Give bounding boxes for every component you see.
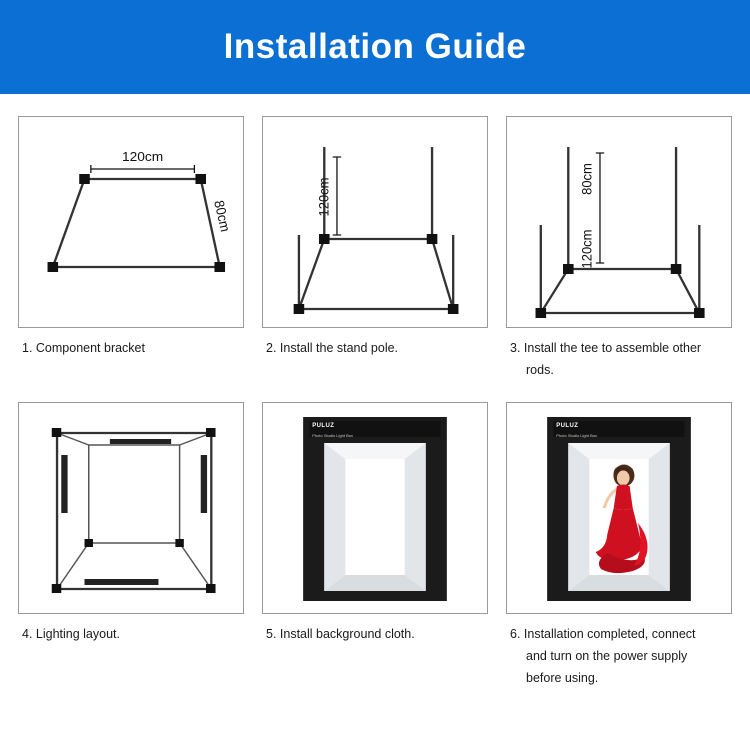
step-item-6 bbox=[506, 402, 732, 690]
brand-logo-text-5: PULUZ bbox=[312, 422, 335, 429]
step-1-caption bbox=[18, 338, 244, 396]
completed-installation-diagram bbox=[507, 403, 731, 614]
step-4-illustration bbox=[18, 402, 244, 614]
brand-sub-text-5: Photo Studio Light Box bbox=[312, 433, 353, 439]
page-title: Installation Guide bbox=[223, 27, 527, 66]
step-item-5 bbox=[262, 402, 488, 690]
steps-grid bbox=[0, 94, 750, 690]
brand-sub-text-6: Photo Studio Light Box bbox=[556, 433, 597, 439]
stand-pole-diagram bbox=[263, 117, 487, 328]
dim-left-label: 80cm bbox=[579, 163, 595, 195]
dim-right-label: 120cm bbox=[579, 229, 595, 269]
step-6-caption bbox=[506, 624, 732, 690]
step-5-caption bbox=[262, 624, 488, 682]
step-item-2 bbox=[262, 116, 488, 396]
bracket-frame-diagram bbox=[19, 117, 243, 328]
step-6-caption-text: 6. Installation completed, connect bbox=[510, 627, 696, 641]
step-5-illustration bbox=[262, 402, 488, 614]
step-2-caption-text: 2. Install the stand pole. bbox=[266, 341, 399, 355]
step-3-illustration bbox=[506, 116, 732, 328]
step-3-caption-cont: rods. bbox=[526, 362, 554, 377]
step-5-caption-text: 5. Install background cloth. bbox=[266, 627, 415, 641]
step-1-illustration bbox=[18, 116, 244, 328]
step-2-caption bbox=[262, 338, 488, 396]
background-cloth-diagram bbox=[263, 403, 487, 614]
brand-logo-text-6: PULUZ bbox=[556, 422, 579, 429]
step-6-illustration bbox=[506, 402, 732, 614]
page-header bbox=[0, 0, 750, 94]
step-3-caption bbox=[506, 338, 732, 396]
step-2-illustration bbox=[262, 116, 488, 328]
step-item-3 bbox=[506, 116, 732, 396]
dim-vertical-label: 120cm bbox=[316, 177, 332, 217]
step-item-1 bbox=[18, 116, 244, 396]
dim-top-label: 120cm bbox=[122, 149, 164, 164]
step-4-caption-text: 4. Lighting layout. bbox=[22, 627, 120, 641]
step-6-caption-cont2: and turn on the power supply bbox=[526, 648, 688, 663]
lighting-layout-diagram bbox=[19, 403, 243, 614]
step-1-caption-text: 1. Component bracket bbox=[22, 341, 145, 355]
dim-side-label: 80cm bbox=[211, 199, 234, 234]
tee-assembly-diagram bbox=[507, 117, 731, 328]
step-3-caption-text: 3. Install the tee to assemble other bbox=[510, 341, 702, 355]
step-4-caption bbox=[18, 624, 244, 682]
step-item-4 bbox=[18, 402, 244, 690]
step-6-caption-cont3: before using. bbox=[526, 670, 599, 685]
